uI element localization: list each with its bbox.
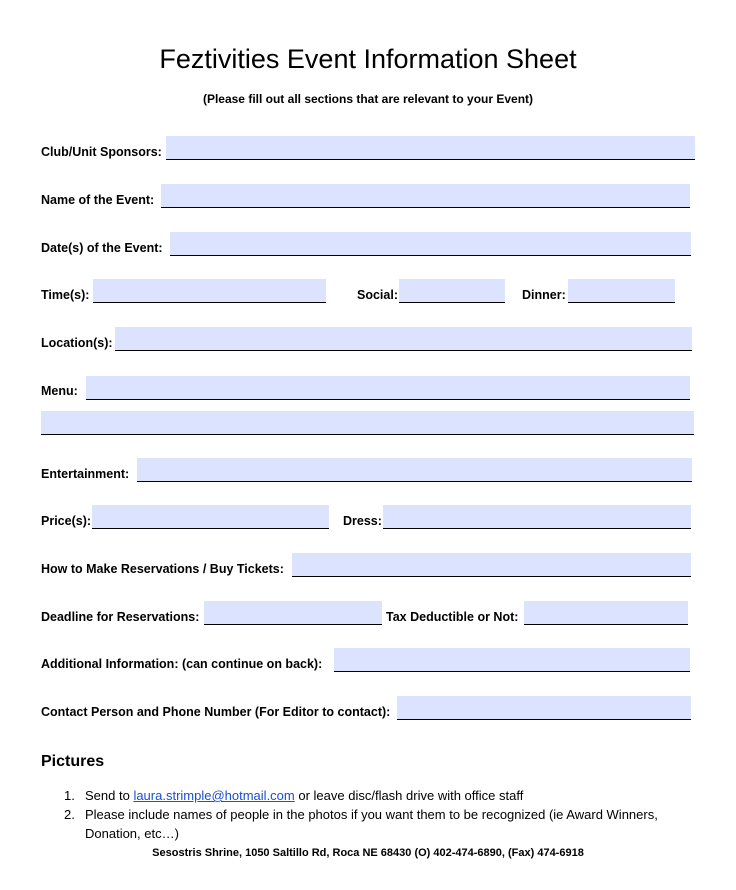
times-input[interactable] — [93, 279, 326, 302]
locations-field[interactable] — [115, 327, 692, 351]
dinner-label: Dinner: — [522, 288, 566, 302]
reservations-label: How to Make Reservations / Buy Tickets: — [41, 562, 284, 576]
social-field[interactable] — [399, 279, 505, 303]
reservations-input[interactable] — [292, 553, 691, 576]
dinner-field[interactable] — [568, 279, 675, 303]
times-field[interactable] — [93, 279, 326, 303]
prices-field[interactable] — [92, 505, 329, 529]
event-dates-input[interactable] — [170, 232, 691, 255]
reservations-field[interactable] — [292, 553, 691, 577]
tax-deductible-field[interactable] — [524, 601, 688, 625]
pictures-list — [64, 786, 704, 843]
page-subtitle: (Please fill out all sections that are relevant to your Event) — [202, 92, 534, 106]
times-label: Time(s): — [41, 288, 90, 302]
deadline-input[interactable] — [204, 601, 382, 624]
club-sponsors-field[interactable] — [166, 136, 695, 160]
dress-field[interactable] — [383, 505, 691, 529]
prices-input[interactable] — [92, 505, 329, 528]
deadline-label: Deadline for Reservations: — [41, 610, 200, 624]
additional-info-input[interactable] — [334, 648, 690, 671]
entertainment-field[interactable] — [137, 458, 692, 482]
event-name-field[interactable] — [161, 184, 690, 208]
event-dates-label: Date(s) of the Event: — [41, 241, 163, 255]
menu-label: Menu: — [41, 384, 78, 398]
locations-label: Location(s): — [41, 336, 113, 350]
contact-label: Contact Person and Phone Number (For Editor to contact): — [41, 705, 391, 719]
dress-input[interactable] — [383, 505, 691, 528]
menu-input-line-2[interactable] — [41, 411, 694, 434]
social-label: Social: — [357, 288, 398, 302]
club-sponsors-input[interactable] — [166, 136, 695, 159]
social-input[interactable] — [399, 279, 505, 302]
menu-input[interactable] — [86, 376, 690, 399]
list-item — [64, 805, 704, 843]
additional-info-field[interactable] — [334, 648, 690, 672]
event-dates-field[interactable] — [170, 232, 691, 256]
contact-field[interactable] — [397, 696, 691, 720]
prices-label: Price(s): — [41, 514, 92, 528]
tax-deductible-label: Tax Deductible or Not: — [386, 610, 519, 624]
dress-label: Dress: — [343, 514, 382, 528]
event-name-label: Name of the Event: — [41, 193, 155, 207]
list-text: Please include names of people in the photos if you want them to be recognized (ie Award Winners, Donation, etc…) — [85, 807, 658, 841]
event-name-input[interactable] — [161, 184, 690, 207]
list-text: or leave disc/flash drive with office staff — [294, 788, 524, 803]
locations-input[interactable] — [115, 327, 692, 350]
club-sponsors-label: Club/Unit Sponsors: — [41, 145, 162, 159]
contact-input[interactable] — [397, 696, 691, 719]
dinner-input[interactable] — [568, 279, 675, 302]
list-number: 1. — [64, 788, 75, 803]
tax-deductible-input[interactable] — [524, 601, 688, 624]
menu-field[interactable] — [86, 376, 690, 400]
list-item — [64, 786, 704, 805]
entertainment-input[interactable] — [137, 458, 692, 481]
entertainment-label: Entertainment: — [41, 467, 130, 481]
footer-address: Sesostris Shrine, 1050 Saltillo Rd, Roca NE 68430 (O) 402-474-6890, (Fax) 474-6918 — [152, 847, 584, 859]
page-title: Feztivities Event Information Sheet — [159, 44, 577, 74]
menu-field-line-2[interactable] — [41, 411, 694, 435]
deadline-field[interactable] — [204, 601, 382, 625]
list-number: 2. — [64, 807, 75, 822]
email-link[interactable]: laura.strimple@hotmail.com — [133, 788, 295, 803]
additional-info-label: Additional Information: (can continue on back): — [41, 657, 323, 671]
pictures-heading: Pictures — [41, 753, 105, 770]
list-text: Send to — [85, 788, 134, 803]
